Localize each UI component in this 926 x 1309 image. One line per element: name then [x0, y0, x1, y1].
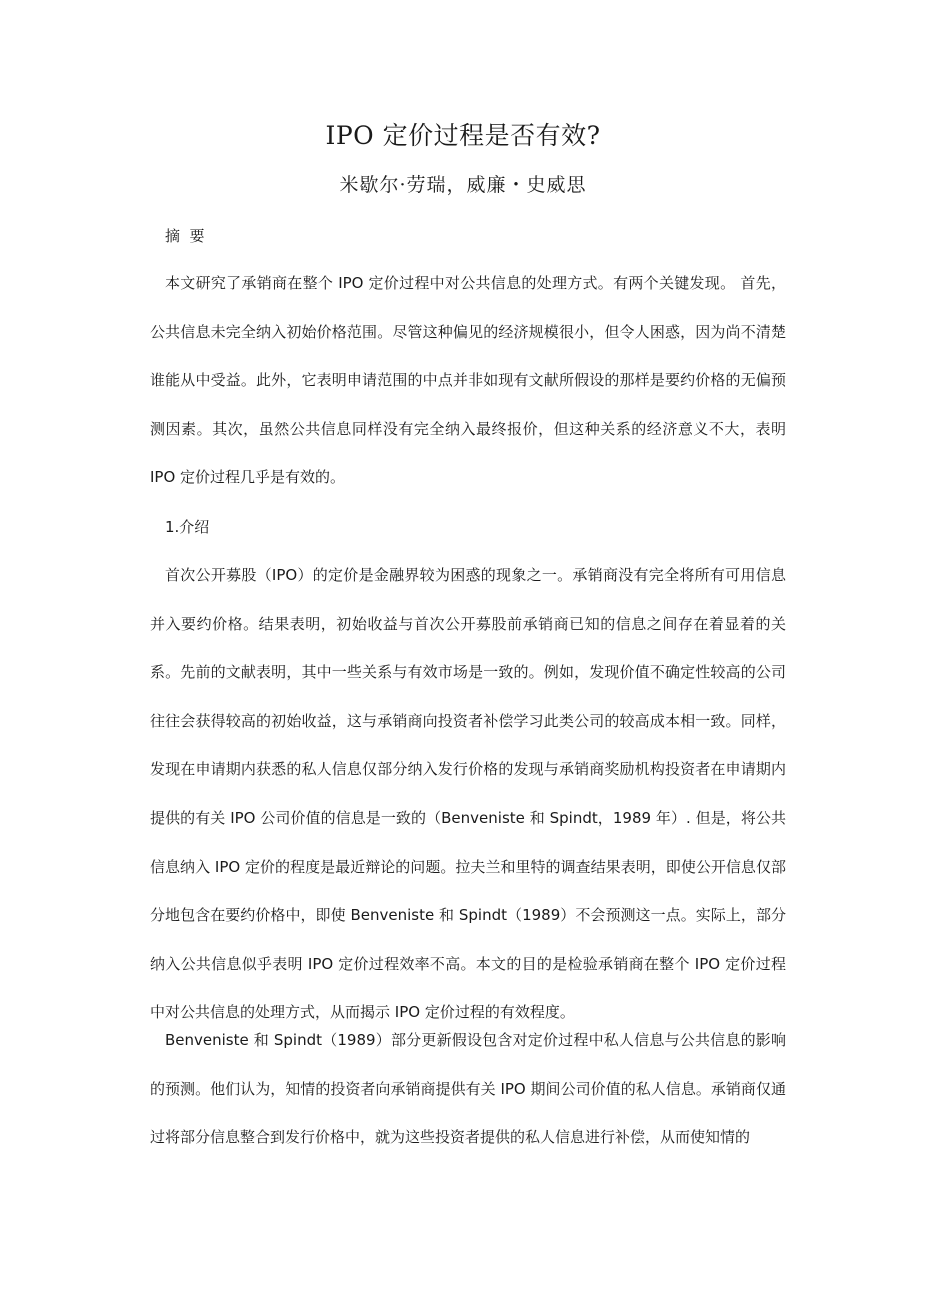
- abstract-heading: 摘 要: [165, 227, 205, 245]
- abstract-paragraph: 本文研究了承销商在整个 IPO 定价过程中对公共信息的处理方式。有两个关键发现。 首先，公共信息未完全纳入初始价格范围。尽管这种偏见的经济规模很小，但令人困惑，因为尚不清楚谁能从中受益。此外，它表明申请范围的中点并非如现有文献所假设的那样是要约价格的无偏预测因素。其次，虽然公共信息同样没有完全纳入最终报价，但这种关系的经济意义不大，表明 IPO 定价过程几乎是有效的。: [150, 274, 786, 487]
- document-title: IPO 定价过程是否有效?: [325, 121, 601, 150]
- intro-paragraph: 首次公开募股（IPO）的定价是金融界较为困惑的现象之一。承销商没有完全将所有可用信息并入要约价格。结果表明，初始收益与首次公开募股前承销商已知的信息之间存在着显着的关系。先前的文献表明，其中一些关系与有效市场是一致的。例如，发现价值不确定性较高的公司往往会获得较高的初始收益，这与承销商向投资者补偿学习此类公司的较高成本相一致。同样，发现在申请期内获悉的私人信息仅部分纳入发行价格的发现与承销商奖励机构投资者在申请期内提供的有关 IPO 公司价值的信息是一致的（Benveniste 和 Spindt，1989 年）. 但是，将公共信息纳入 IPO 定价的程度是最近辩论的问题。拉夫兰和里特的调查结果表明，即使公开信息仅部分地包含在要约价格中，即使 Benveniste 和 Spindt（1989）不会预测这一点。实际上，部分纳入公共信息似乎表明 IPO 定价过程效率不高。本文的目的是检验承销商在整个 IPO 定价过程中对公共信息的处理方式，从而揭示 IPO 定价过程的有效程度。: [150, 566, 786, 1022]
- intro-paragraph: Benveniste 和 Spindt（1989）部分更新假设包含对定价过程中私人信息与公共信息的影响的预测。他们认为，知情的投资者向承销商提供有关 IPO 期间公司价值的私人信息。承销商仅通过将部分信息整合到发行价格中，就为这些投资者提供的私人信息进行补偿，从而使知情的: [150, 1031, 786, 1147]
- intro-heading: 1.介绍: [165, 518, 210, 536]
- document-authors: 米歇尔·劳瑞，威廉・史威思: [339, 174, 587, 196]
